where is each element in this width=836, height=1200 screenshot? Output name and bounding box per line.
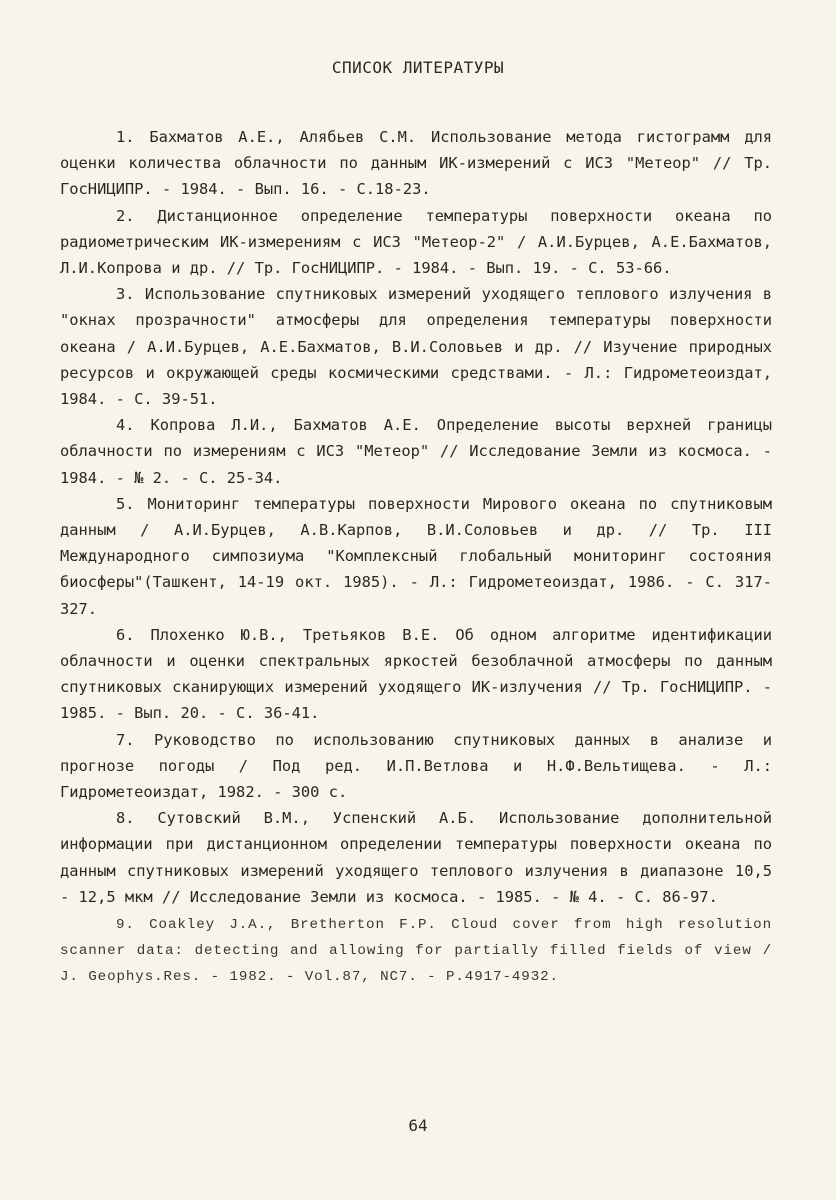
page-number: 64 [408, 1116, 428, 1135]
reference-item-9: 9. Coakley J.A., Bretherton F.P. Cloud cover from high resolution scanner data: detecting and allowing for partially filled fields of view / J. Geophys.Res. - 1982. - Vol.87, NC7. - P.4917-4932. [60, 917, 772, 986]
reference-item-5: 5. Мониторинг температуры поверхности Мирового океана по спутниковым данным / А.И.Бурцев, А.В.Карпов, В.И.Соловьев и др. // Тр. III Международного симпозиума "Комплексный глобальный мониторинг состояния биосферы"(Ташкент, 14-19 окт. 1985). - Л.: Гидрометеоиздат, 1986. - С. 317-327. [60, 494, 772, 618]
reference-list [60, 124, 772, 990]
reference-item-3: 3. Использование спутниковых измерений уходящего теплового излучения в "окнах прозрачности" атмосферы для определения температуры поверхности океана / А.И.Бурцев, А.Е.Бахматов, В.И.Соловьев и др. // Изучение природных ресурсов и окружающей среды космическими средствами. - Л.: Гидрометеоиздат, 1984. - С. 39-51. [60, 285, 772, 409]
reference-item-2: 2. Дистанционное определение температуры поверхности океана по радиометрическим ИК-измерениям с ИСЗ "Метеор-2" / А.И.Бурцев, А.Е.Бахматов, Л.И.Копрова и др. // Тр. ГосНИЦИПР. - 1984. - Вып. 19. - С. 53-66. [60, 206, 772, 278]
page-title: СПИСОК ЛИТЕРАТУРЫ [331, 58, 505, 77]
reference-item-1: 1. Бахматов А.Е., Алябьев С.М. Использование метода гистограмм для оценки количества облачности по данным ИК-измерений с ИСЗ "Метеор" // Тр. ГосНИЦИПР. - 1984. - Вып. 16. - С.18-23. [60, 128, 772, 199]
reference-item-7: 7. Руководство по использованию спутниковых данных в анализе и прогнозе погоды / Под ред. И.П.Ветлова и Н.Ф.Вельтищева. - Л.: Гидрометеоиздат, 1982. - 300 с. [60, 730, 772, 802]
reference-item-6: 6. Плохенко Ю.В., Третьяков В.Е. Об одном алгоритме идентификации облачности и оценки спектральных яркостей безоблачной атмосферы по данным спутниковых сканирующих измерений уходящего ИК-излучения // Тр. ГосНИЦИПР. - 1985. - Вып. 20. - С. 36-41. [60, 625, 772, 723]
reference-item-4: 4. Копрова Л.И., Бахматов А.Е. Определение высоты верхней границы облачности по измерениям с ИСЗ "Метеор" // Исследование Земли из космоса. - 1984. - № 2. - С. 25-34. [60, 416, 772, 487]
reference-item-8: 8. Сутовский В.М., Успенский А.Б. Использование дополнительной информации при дистанционном определении температуры поверхности океана по данным спутниковых измерений уходящего теплового излучения в диапазоне 10,5 - 12,5 мкм // Исследование Земли из космоса. - 1985. - № 4. - С. 86-97. [60, 809, 772, 906]
